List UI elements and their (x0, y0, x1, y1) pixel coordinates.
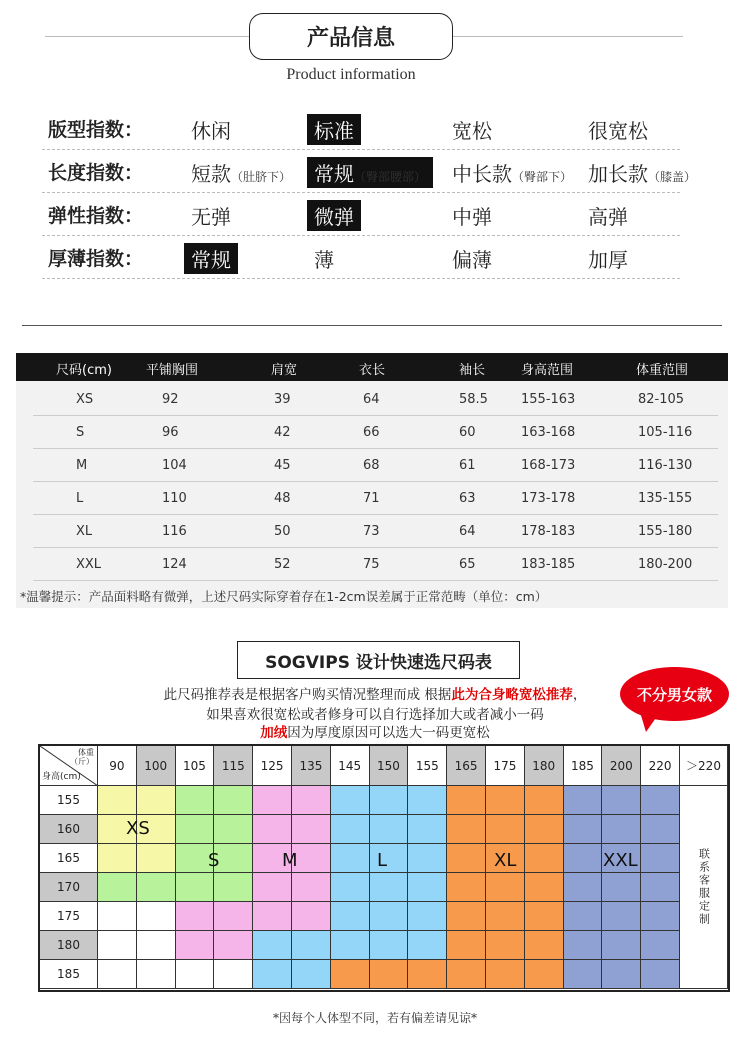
grid-cell (214, 931, 253, 960)
grid-cell (176, 902, 215, 931)
size-zone-label: L (377, 850, 388, 871)
grid-cell (525, 844, 564, 873)
index-option-text: 休闲 (191, 119, 231, 143)
size-cell: 52 (274, 557, 291, 572)
weight-header: 220 (641, 746, 680, 786)
grid-cell (408, 873, 447, 902)
grid-cell (564, 931, 603, 960)
grid-cell (486, 902, 525, 931)
grid-cell (525, 931, 564, 960)
grid-corner (40, 746, 98, 786)
weight-header: 165 (447, 746, 486, 786)
size-cell: 92 (162, 392, 179, 407)
index-option-note: （肚脐下） (231, 170, 292, 184)
grid-cell (408, 902, 447, 931)
grid-cell (292, 844, 331, 873)
grid-cell (370, 873, 409, 902)
index-row (42, 236, 680, 279)
grid-cell (370, 931, 409, 960)
size-table-row (16, 482, 728, 515)
grid-cell (98, 931, 137, 960)
title-divider-right (453, 36, 683, 37)
size-cell: 39 (274, 392, 291, 407)
grid-cell (253, 815, 292, 844)
recommend-line-3-highlight: 加绒 (260, 725, 288, 741)
grid-cell (176, 815, 215, 844)
grid-cell (486, 815, 525, 844)
grid-cell (137, 931, 176, 960)
grid-cell (214, 815, 253, 844)
grid-cell (292, 815, 331, 844)
size-cell: 65 (459, 557, 476, 572)
index-option (445, 157, 579, 188)
size-recommend-grid (38, 744, 730, 992)
weight-header: 145 (331, 746, 370, 786)
grid-cell (253, 786, 292, 815)
grid-cell (292, 960, 331, 989)
weight-header: ＞220 (680, 746, 728, 786)
index-option-text: 短款 (191, 162, 231, 186)
size-header-cell: 衣长 (359, 363, 386, 378)
size-cell: 42 (274, 425, 291, 440)
grid-cell (292, 786, 331, 815)
size-zone-label: XL (494, 850, 517, 871)
size-cell: 58.5 (459, 392, 488, 407)
section-title: 产品信息 (249, 13, 453, 60)
size-cell: 75 (363, 557, 380, 572)
grid-cell (525, 873, 564, 902)
grid-cell (370, 786, 409, 815)
grid-cell (564, 902, 603, 931)
index-option-text: 加长款 (588, 162, 648, 186)
recommend-line-3 (0, 721, 750, 741)
grid-cell (641, 873, 680, 902)
index-option (184, 114, 238, 145)
size-cell: 155-163 (521, 392, 576, 407)
size-table-header (16, 353, 728, 381)
weight-header: 135 (292, 746, 331, 786)
index-option-text: 很宽松 (588, 119, 648, 143)
size-cell: 61 (459, 458, 476, 473)
divider (22, 325, 722, 326)
index-option-selected (307, 200, 361, 231)
size-header-cell: 体重范围 (636, 363, 689, 378)
grid-cell (370, 844, 409, 873)
size-cell: 116-130 (638, 458, 693, 473)
grid-cell (253, 902, 292, 931)
grid-cell (447, 902, 486, 931)
grid-cell (98, 960, 137, 989)
grid-cell (292, 873, 331, 902)
size-cell: 173-178 (521, 491, 576, 506)
recommend-line-1-highlight: 此为合身略宽松推荐 (451, 687, 573, 703)
index-option (445, 114, 499, 145)
size-cell: 183-185 (521, 557, 576, 572)
grid-cell (447, 873, 486, 902)
grid-cell (641, 931, 680, 960)
index-option-text: 无弹 (191, 205, 231, 229)
grid-cell (602, 815, 641, 844)
weight-header: 185 (564, 746, 603, 786)
size-cell: 180-200 (638, 557, 693, 572)
size-cell: 71 (363, 491, 380, 506)
index-option-selected (307, 157, 433, 188)
index-option (581, 114, 655, 145)
grid-cell (331, 786, 370, 815)
height-header: 185 (40, 960, 98, 989)
grid-cell (98, 844, 137, 873)
size-table-row (16, 383, 728, 416)
corner-weight-unit: （斤） (70, 757, 94, 766)
height-header: 180 (40, 931, 98, 960)
index-option-selected (184, 243, 238, 274)
index-option (581, 157, 703, 188)
grid-cell (176, 960, 215, 989)
index-label: 版型指数： (48, 119, 144, 141)
grid-cell (214, 960, 253, 989)
index-label: 厚薄指数： (48, 248, 144, 270)
grid-cell (292, 902, 331, 931)
grid-cell (408, 844, 447, 873)
corner-weight-label (70, 748, 94, 766)
grid-cell (602, 960, 641, 989)
size-zone-label: XXL (603, 850, 638, 871)
size-cell: 163-168 (521, 425, 576, 440)
size-cell: 124 (162, 557, 187, 572)
grid-cell (641, 786, 680, 815)
size-cell: 68 (363, 458, 380, 473)
grid-cell (98, 902, 137, 931)
size-zone-label: S (208, 850, 220, 871)
index-row (42, 150, 697, 193)
grid-cell (137, 902, 176, 931)
index-label: 长度指数： (48, 162, 144, 184)
size-cell: 96 (162, 425, 179, 440)
grid-cell (564, 873, 603, 902)
recommend-line-2: 如果喜欢很宽松或者修身可以自行选择加大或者减小一码 (206, 707, 544, 723)
size-zone-label: XS (126, 818, 150, 839)
grid-cell (486, 931, 525, 960)
index-option-note: （臀部下） (512, 170, 573, 184)
grid-cell (370, 815, 409, 844)
index-option (307, 243, 341, 274)
grid-cell (408, 931, 447, 960)
grid-cell (98, 786, 137, 815)
grid-cell (98, 873, 137, 902)
section-subtitle: Product information (286, 66, 416, 83)
height-header: 155 (40, 786, 98, 815)
index-option (184, 157, 298, 188)
size-cell: XL (76, 524, 93, 539)
grid-cell (447, 960, 486, 989)
grid-cell (602, 902, 641, 931)
grid-cell (214, 786, 253, 815)
custom-size-cell (680, 786, 728, 989)
weight-header: 100 (137, 746, 176, 786)
grid-cell (331, 815, 370, 844)
size-cell: 64 (363, 392, 380, 407)
index-option-text: 常规 (314, 162, 354, 186)
size-cell: 60 (459, 425, 476, 440)
index-option-text: 中弹 (452, 205, 492, 229)
grid-cell (370, 902, 409, 931)
grid-cell (370, 960, 409, 989)
grid-cell (486, 786, 525, 815)
grid-cell (602, 931, 641, 960)
grid-cell (525, 786, 564, 815)
index-option-text: 标准 (314, 119, 354, 143)
weight-header: 155 (408, 746, 447, 786)
grid-cell (641, 902, 680, 931)
index-option-note: （臀部腰部） (354, 170, 427, 184)
grid-cell (525, 902, 564, 931)
grid-cell (331, 931, 370, 960)
size-table-row (16, 416, 728, 449)
index-option-text: 加厚 (588, 248, 628, 272)
size-table-row (16, 449, 728, 482)
size-cell: 178-183 (521, 524, 576, 539)
index-row (42, 193, 680, 236)
index-option-text: 常规 (191, 248, 231, 272)
size-cell: 64 (459, 524, 476, 539)
grid-cell (447, 815, 486, 844)
grid-cell (408, 960, 447, 989)
weight-header: 175 (486, 746, 525, 786)
grid-cell (602, 786, 641, 815)
grid-cell (525, 815, 564, 844)
weight-header: 180 (525, 746, 564, 786)
size-table-row (16, 548, 728, 581)
grid-cell (641, 960, 680, 989)
index-option-text: 薄 (314, 248, 334, 272)
index-option-text: 高弹 (588, 205, 628, 229)
grid-cell (641, 815, 680, 844)
size-cell: 135-155 (638, 491, 693, 506)
corner-height-label: 身高(cm) (42, 772, 81, 782)
grid-cell (214, 844, 253, 873)
index-option (445, 243, 499, 274)
grid-cell (564, 815, 603, 844)
custom-size-note: 联系客服定制 (697, 848, 711, 926)
corner-weight: 体重 (78, 748, 94, 757)
weight-header: 90 (98, 746, 137, 786)
size-cell: 116 (162, 524, 187, 539)
grid-cell (408, 786, 447, 815)
grid-cell (137, 960, 176, 989)
size-cell: XXL (76, 557, 102, 572)
grid-cell (331, 873, 370, 902)
size-zone-label: M (282, 850, 298, 871)
size-cell: 82-105 (638, 392, 685, 407)
size-header-cell: 袖长 (459, 363, 486, 378)
grid-cell (602, 873, 641, 902)
size-cell: 155-180 (638, 524, 693, 539)
grid-cell (486, 960, 525, 989)
grid-cell (447, 786, 486, 815)
recommend-title: SOGVIPS 设计快速选尺码表 (237, 641, 520, 679)
grid-cell (292, 931, 331, 960)
grid-cell (137, 844, 176, 873)
size-table (16, 353, 728, 608)
weight-header: 150 (370, 746, 409, 786)
height-header: 160 (40, 815, 98, 844)
height-header: 170 (40, 873, 98, 902)
grid-cell (564, 844, 603, 873)
grid-cell (176, 931, 215, 960)
size-note: *温馨提示：产品面料略有微弹，上述尺码实际穿着存在1-2cm误差属于正常范畴（单位：cm） (20, 589, 548, 604)
index-option-text: 中长款 (452, 162, 512, 186)
index-row (42, 107, 680, 150)
grid-cell (641, 844, 680, 873)
index-option (581, 200, 635, 231)
grid-cell (253, 960, 292, 989)
grid-cell (214, 873, 253, 902)
weight-header: 115 (214, 746, 253, 786)
index-option-text: 宽松 (452, 119, 492, 143)
index-label: 弹性指数： (48, 205, 144, 227)
size-cell: 45 (274, 458, 291, 473)
size-table-row (16, 515, 728, 548)
height-header: 165 (40, 844, 98, 873)
grid-cell (331, 844, 370, 873)
size-cell: XS (76, 392, 94, 407)
index-option-text: 微弹 (314, 205, 354, 229)
unisex-badge: 不分男女款 (620, 667, 729, 721)
grid-cell (176, 873, 215, 902)
weight-header: 105 (176, 746, 215, 786)
index-option (184, 200, 238, 231)
size-cell: 73 (363, 524, 380, 539)
recommend-line-1-end: ， (572, 687, 587, 703)
index-option-selected (307, 114, 361, 145)
weight-header: 125 (253, 746, 292, 786)
grid-cell (564, 960, 603, 989)
size-cell: 48 (274, 491, 291, 506)
grid-cell (564, 786, 603, 815)
grid-cell (447, 931, 486, 960)
grid-cell (486, 873, 525, 902)
index-option (445, 200, 499, 231)
title-divider-left (45, 36, 249, 37)
grid-cell (137, 873, 176, 902)
weight-header: 200 (602, 746, 641, 786)
size-header-cell: 尺码(cm) (56, 363, 112, 378)
grid-cell (447, 844, 486, 873)
index-option (581, 243, 635, 274)
grid-cell (253, 873, 292, 902)
size-header-cell: 肩宽 (271, 363, 298, 378)
grid-cell (331, 960, 370, 989)
size-cell: M (76, 458, 88, 473)
size-header-cell: 平铺胸围 (146, 363, 199, 378)
index-option-note: （膝盖） (648, 170, 697, 184)
size-cell: 168-173 (521, 458, 576, 473)
grid-cell (176, 786, 215, 815)
grid-cell (408, 815, 447, 844)
height-header: 175 (40, 902, 98, 931)
grid-cell (214, 902, 253, 931)
row-divider (33, 580, 718, 581)
size-cell: S (76, 425, 85, 440)
size-cell: 105-116 (638, 425, 693, 440)
grid-cell (253, 931, 292, 960)
size-cell: L (76, 491, 84, 506)
size-cell: 63 (459, 491, 476, 506)
size-cell: 50 (274, 524, 291, 539)
size-cell: 104 (162, 458, 187, 473)
footer-note: *因每个人体型不同，若有偏差请见谅* (272, 1011, 477, 1025)
index-option-text: 偏薄 (452, 248, 492, 272)
recommend-line-3-text: 因为厚度原因可以选大一码更宽松 (287, 725, 490, 741)
grid-cell (525, 960, 564, 989)
size-header-cell: 身高范围 (521, 363, 574, 378)
grid-cell (137, 786, 176, 815)
grid-cell (331, 902, 370, 931)
size-cell: 66 (363, 425, 380, 440)
size-cell: 110 (162, 491, 187, 506)
recommend-line-1-text: 此尺码推荐表是根据客户购买情况整理而成 根据 (163, 687, 452, 703)
